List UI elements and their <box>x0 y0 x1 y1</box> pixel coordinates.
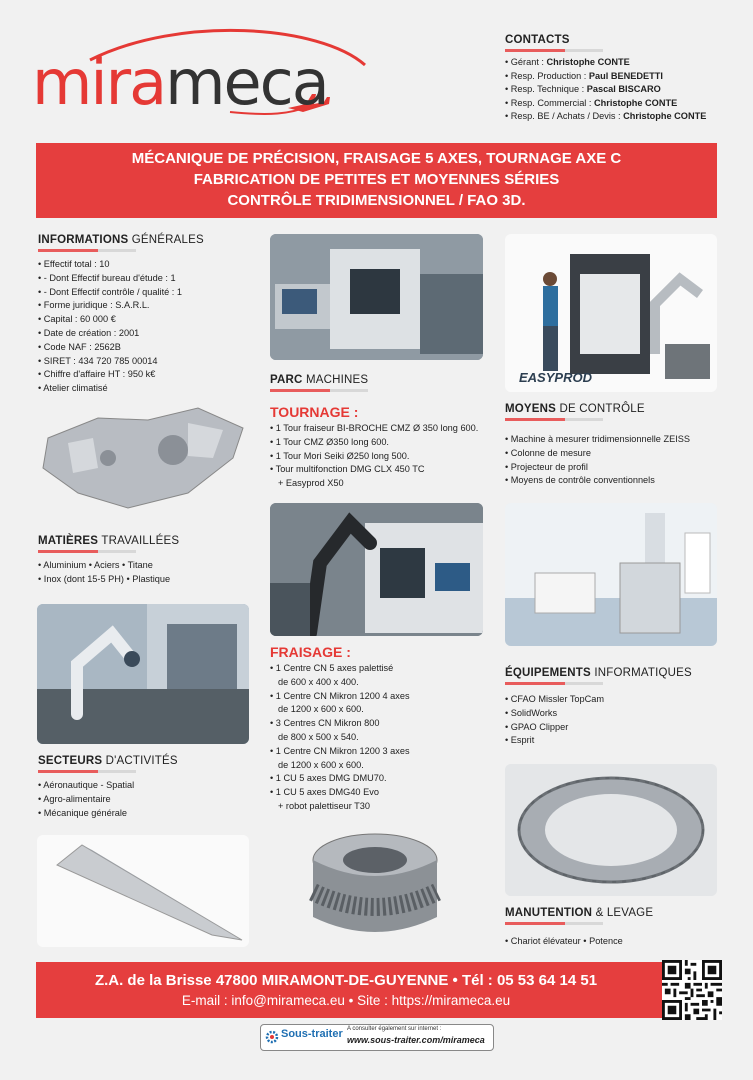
contact-item <box>505 110 735 124</box>
tournage-title: TOURNAGE : <box>270 404 359 420</box>
footer-web[interactable]: E-mail : info@mirameca.eu • Site : https://mirameca.eu <box>181 993 511 1008</box>
controle-list <box>505 433 730 488</box>
list-item: • 1 CU 5 axes DMG DMU70. <box>270 772 490 786</box>
list-item: • 1 Centre CN Mikron 1200 4 axes <box>270 690 490 704</box>
list-item: • 3 Centres CN Mikron 800 <box>270 717 490 731</box>
contact-footer <box>36 962 717 1018</box>
matieres-section <box>38 535 248 587</box>
contact-item <box>505 70 735 84</box>
list-item: + robot palettiseur T30 <box>278 800 371 811</box>
contact-role: Resp. Commercial : <box>510 97 594 108</box>
list-item: • - Dont Effectif bureau d'étude : 1 <box>38 272 248 286</box>
list-item: + Easyprod X50 <box>278 478 344 489</box>
qr-code-icon[interactable] <box>662 960 722 1020</box>
ring-part-photo <box>505 764 717 896</box>
list-item: • Effectif total : 10 <box>38 258 248 272</box>
contact-name: Christophe CONTE <box>623 111 707 122</box>
gear-logo-icon <box>265 1030 279 1044</box>
list-item: • - Dont Effectif contrôle / qualité : 1 <box>38 286 248 300</box>
list-item: • Chiffre d'affaire HT : 950 k€ <box>38 368 248 382</box>
contact-role: Gérant : <box>510 57 547 67</box>
info-list <box>38 258 248 396</box>
contacts-list <box>505 56 735 124</box>
banner-line-2: FABRICATION DE PETITES ET MOYENNES SÉRIES <box>193 171 560 188</box>
list-item: • SolidWorks <box>505 707 730 721</box>
contact-item <box>505 97 735 111</box>
contacts-section <box>505 34 735 124</box>
list-item: • 1 CU 5 axes DMG40 Evo <box>270 786 490 800</box>
list-item: • Forme juridique : S.A.R.L. <box>38 299 248 313</box>
easyprod-label: EASYPROD <box>519 370 592 385</box>
list-item: • Esprit <box>505 734 730 748</box>
controle-title: MOYENS DE CONTRÔLE <box>505 403 645 415</box>
list-item: de 1200 x 600 x 600. <box>278 759 364 770</box>
equipements-list <box>505 693 730 748</box>
list-item: de 1200 x 600 x 600. <box>278 704 364 715</box>
fraisage-title: FRAISAGE : <box>270 644 351 660</box>
contacts-title: CONTACTS <box>505 34 570 46</box>
list-item: de 800 x 500 x 540. <box>278 731 359 742</box>
contact-name: Christophe CONTE <box>546 57 630 67</box>
secteurs-list <box>38 779 248 820</box>
parc-section <box>270 374 490 491</box>
sous-traiter-badge[interactable] <box>260 1024 494 1051</box>
robot-cell-photo <box>37 604 249 744</box>
list-item: • 1 Tour Mori Seiki Ø250 long 500. <box>270 450 490 464</box>
metrology-lab-photo <box>505 503 717 646</box>
list-item: • Moyens de contrôle conventionnels <box>505 474 730 488</box>
contact-name: Christophe CONTE <box>594 97 678 108</box>
banner-line-1: MÉCANIQUE DE PRÉCISION, FRAISAGE 5 AXES, TOURNAGE AXE C <box>131 150 622 167</box>
list-item: • Code NAF : 2562B <box>38 341 248 355</box>
list-item: • SIRET : 434 720 785 00014 <box>38 355 248 369</box>
list-item: • Machine à mesurer tridimensionnelle ZEISS <box>505 433 730 447</box>
contact-name: Pascal BISCARO <box>586 84 661 95</box>
fraisage-section <box>270 644 490 814</box>
contact-role: Resp. Production : <box>510 70 589 81</box>
matieres-list <box>38 559 248 587</box>
banner-line-3: CONTRÔLE TRIDIMENSIONNEL / FAO 3D. <box>227 192 526 209</box>
footer-address: Z.A. de la Brisse 47800 MIRAMONT-DE-GUYENNE • Tél : 05 53 64 14 51 <box>94 972 598 989</box>
logo-wordmark: mirameca <box>32 46 328 119</box>
list-item: • Date de création : 2001 <box>38 327 248 341</box>
equipements-section <box>505 667 730 748</box>
parc-title: PARC MACHINES <box>270 374 369 386</box>
contact-role: Resp. Technique : <box>510 84 587 95</box>
mirameca-logo <box>30 20 380 130</box>
list-item: • 1 Centre CN 5 axes palettisé <box>270 662 490 676</box>
list-item: • Capital : 60 000 € <box>38 313 248 327</box>
list-item: • Agro-alimentaire <box>38 793 248 807</box>
manutention-list <box>505 935 730 949</box>
list-item: • 1 Tour fraiseur BI-BROCHE CMZ Ø 350 long 600. <box>270 422 490 436</box>
list-item: • Chariot élévateur • Potence <box>505 935 730 949</box>
list-item: • Mécanique générale <box>38 807 248 821</box>
list-item: • Inox (dont 15-5 PH) • Plastique <box>38 573 248 587</box>
equipements-title: ÉQUIPEMENTS INFORMATIQUES <box>505 667 692 679</box>
gear-part-photo <box>300 822 450 947</box>
list-item: • Tour multifonction DMG CLX 450 TC <box>270 463 490 477</box>
aluminium-part-photo <box>38 398 250 513</box>
list-item: • Colonne de mesure <box>505 447 730 461</box>
sous-traiter-brand: Sous-traiter <box>281 1028 343 1040</box>
list-item: • Projecteur de profil <box>505 461 730 475</box>
tournage-list <box>270 422 490 491</box>
contact-role: Resp. BE / Achats / Devis : <box>510 111 624 122</box>
headline-banner <box>36 143 717 218</box>
matieres-title: MATIÈRES TRAVAILLÉES <box>38 535 180 547</box>
list-item: • CFAO Missler TopCam <box>505 693 730 707</box>
fraisage-list <box>270 662 490 814</box>
contact-name: Paul BENEDETTI <box>588 70 663 81</box>
list-item: • GPAO Clipper <box>505 721 730 735</box>
easyprod-cell-photo <box>505 234 717 392</box>
contact-item <box>505 83 735 97</box>
badge-note: A consulter également sur internet : <box>347 1026 442 1032</box>
secteurs-title: SECTEURS D'ACTIVITÉS <box>38 755 178 767</box>
badge-url[interactable]: www.sous-traiter.com/mirameca <box>347 1035 485 1045</box>
controle-section <box>505 403 730 488</box>
list-item: • Atelier climatisé <box>38 382 248 396</box>
dmg-clx-photo <box>270 503 483 636</box>
manutention-title: MANUTENTION & LEVAGE <box>505 907 654 919</box>
list-item: • Aluminium • Aciers • Titane <box>38 559 248 573</box>
secteurs-section <box>38 755 248 820</box>
info-section <box>38 234 248 396</box>
list-item: de 600 x 400 x 400. <box>278 676 359 687</box>
dmu-machine-photo <box>270 234 483 360</box>
list-item: • 1 Centre CN Mikron 1200 3 axes <box>270 745 490 759</box>
list-item: • Aéronautique - Spatial <box>38 779 248 793</box>
list-item: • 1 Tour CMZ Ø350 long 600. <box>270 436 490 450</box>
info-title: INFORMATIONS GÉNÉRALES <box>38 234 204 246</box>
contact-item <box>505 56 735 70</box>
aluminium-profile-photo <box>37 835 249 947</box>
manutention-section <box>505 907 730 949</box>
